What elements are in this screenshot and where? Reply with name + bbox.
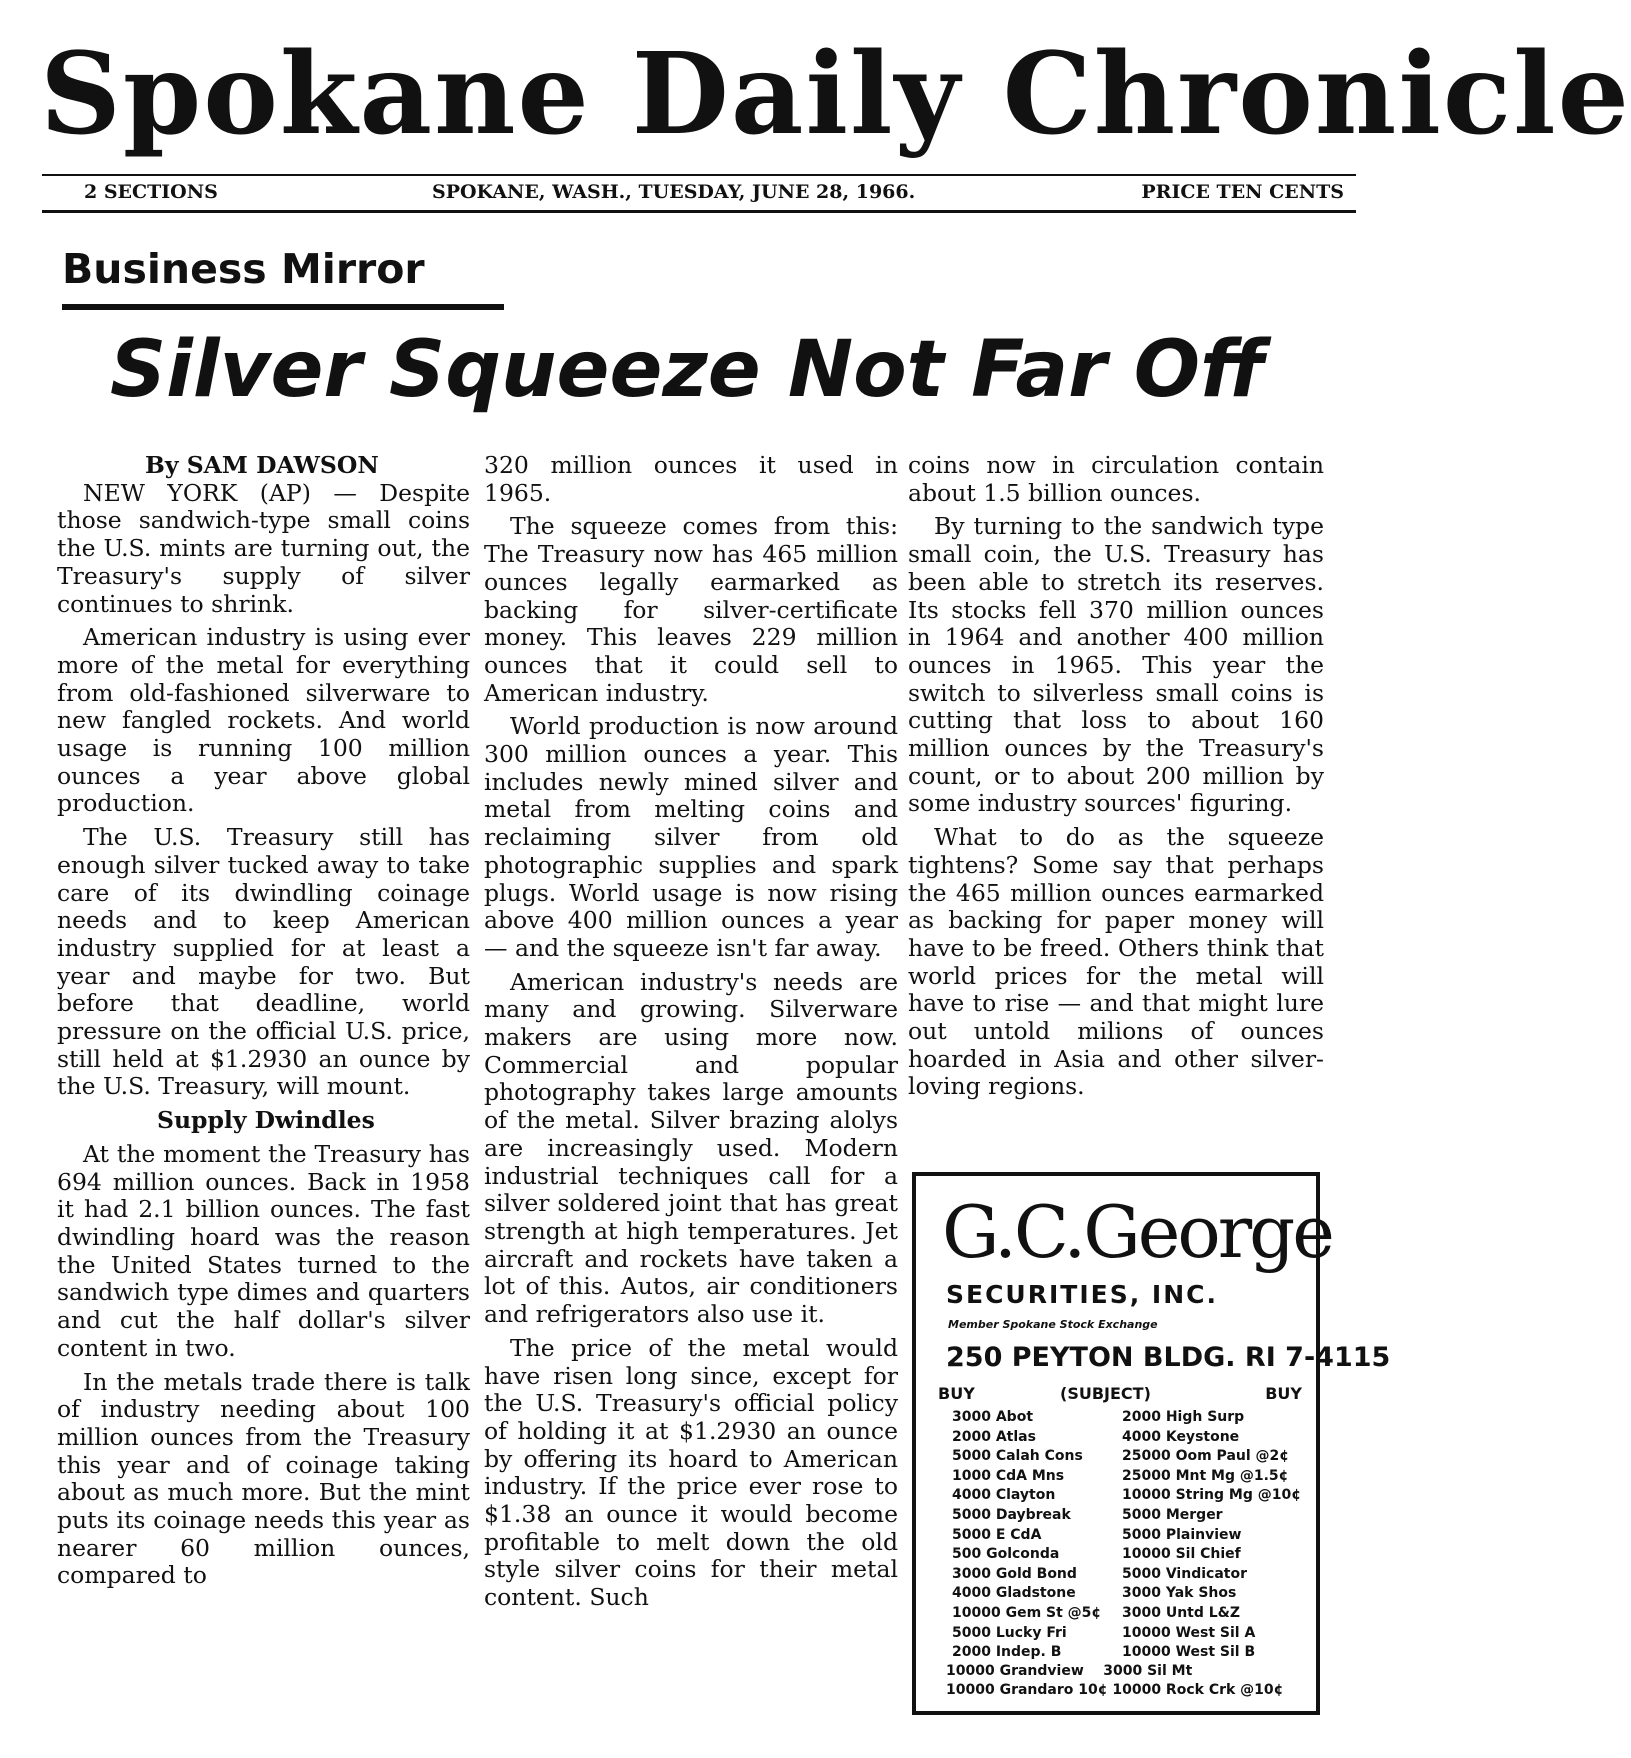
ad-stock-item: 5000 E CdA xyxy=(952,1526,1042,1543)
ad-footer-listings xyxy=(946,1662,1283,1700)
ad-stock-item: 4000 Clayton xyxy=(952,1487,1056,1504)
ad-stock-item: 10000 West Sil B xyxy=(1122,1644,1256,1661)
ad-stock-item: 1000 CdA Mns xyxy=(952,1467,1065,1484)
article-column-2 xyxy=(484,452,898,1618)
article-paragraph: What to do as the squeeze tightens? Some say that perhaps the 465 million ounces earmarked as backing for paper money will have to be freed. Others think that world prices for the metal will have to rise — and that might lure out untold milions of ounces hoarded in Asia and other silver-loving regions. xyxy=(908,823,1324,1101)
article-paragraph: World production is now around 300 million ounces a year. This includes newly mined silver and metal from melting coins and reclaiming silver from old photographic supplies and spark plugs. World usage is now rising above 400 million ounces a year — and the squeeze isn't far away. xyxy=(484,712,898,962)
byline: By SAM DAWSON xyxy=(145,451,379,479)
ad-stock-item: 3000 Untd L&Z xyxy=(1122,1604,1241,1621)
securities-advertisement xyxy=(912,1172,1391,1715)
issue-price: PRICE TEN CENTS xyxy=(1141,181,1344,203)
article-paragraph: NEW YORK (AP) — Despite those sandwich-type small coins the U.S. mints are turning out, the Treasury's supply of silver continues to shrink. xyxy=(57,478,470,618)
ad-stock-item: 5000 Daybreak xyxy=(952,1506,1071,1523)
sections-count: 2 SECTIONS xyxy=(84,181,218,203)
ad-stock-list-left xyxy=(952,1408,1101,1663)
ad-stock-item: 25000 Oom Paul @2¢ xyxy=(1122,1448,1290,1465)
article-paragraph: By turning to the sandwich type small coin, the U.S. Treasury has been able to stretch its reserves. Its stocks fell 370 million ounces in 1964 and another 400 million ounces in 1965. This year the switch to silverless small coins is cutting that loss to about 160 million ounces by the Treasury's count, or to about 200 million by some industry sources' figuring. xyxy=(908,512,1324,818)
article-paragraph: At the moment the Treasury has 694 million ounces. Back in 1958 it had 2.1 billion ounces. The fast dwindling hoard was the reason the United States turned to the sandwich type dimes and quarters and cut the half dollar's silver content in two. xyxy=(57,1139,470,1362)
ad-stock-item: 4000 Gladstone xyxy=(952,1585,1076,1602)
ad-stock-item: 10000 String Mg @10¢ xyxy=(1122,1487,1301,1504)
ad-footer-row: 10000 Grandview 3000 Sil Mt xyxy=(946,1663,1193,1679)
ad-header-buy-right: BUY xyxy=(1265,1384,1302,1403)
ad-stock-item: 3000 Abot xyxy=(952,1409,1034,1425)
ad-stock-item: 5000 Vindicator xyxy=(1122,1565,1247,1582)
article-paragraph: coins now in circulation contain about 1.5 billion ounces. xyxy=(908,451,1324,507)
ad-stock-item: 10000 West Sil A xyxy=(1122,1624,1256,1641)
ad-header-buy-left: BUY xyxy=(938,1384,975,1403)
ad-stock-item: 10000 Sil Chief xyxy=(1122,1546,1241,1563)
ad-header-subject: (SUBJECT) xyxy=(1060,1384,1151,1403)
ad-brand-logo: G.C.George xyxy=(942,1190,1332,1274)
article-column-1 xyxy=(57,452,470,1596)
article-headline: Silver Squeeze Not Far Off xyxy=(110,325,1265,415)
column-rule-divider xyxy=(62,304,504,310)
column-label: Business Mirror xyxy=(62,245,425,293)
ad-table-header xyxy=(938,1384,1302,1406)
ad-stock-item: 5000 Plainview xyxy=(1122,1526,1242,1543)
ad-stock-item: 4000 Keystone xyxy=(1122,1428,1240,1445)
ad-stock-item: 3000 Yak Shos xyxy=(1122,1585,1237,1602)
ad-stock-item: 3000 Gold Bond xyxy=(952,1565,1077,1582)
ad-stock-item: 2000 Atlas xyxy=(952,1428,1036,1445)
dateline-bar xyxy=(42,174,1356,213)
article-paragraph: American industry is using ever more of the metal for everything from old-fashioned silverware to new fangled rockets. And world usage is running 100 million ounces a year above global production. xyxy=(57,623,470,818)
ad-stock-item: 2000 Indep. B xyxy=(952,1644,1062,1661)
ad-stock-item: 5000 Calah Cons xyxy=(952,1448,1083,1465)
article-paragraph: The price of the metal would have risen long since, except for the U.S. Treasury's official policy of holding it at $1.2930 an ounce by offering its hoard to American industry. If the price ever rose to $1.38 an ounce it would become profitable to melt down the old style silver coins for their metal content. Such xyxy=(484,1333,898,1612)
article-paragraph: American industry's needs are many and growing. Silverware makers are using more now. Commercial and popular photography takes large amounts of the metal. Silver brazing alolys are increasingly used. Modern industrial techniques call for a silver soldered joint that has great strength at high temperatures. Jet aircraft and rockets have taken a lot of this. Autos, air conditioners and refrigerators also use it. xyxy=(484,967,898,1329)
ad-stock-list-right xyxy=(1122,1408,1301,1663)
ad-membership-note: Member Spokane Stock Exchange xyxy=(948,1318,1158,1331)
ad-stock-item: 5000 Merger xyxy=(1122,1506,1223,1523)
article-subhead: Supply Dwindles xyxy=(157,1106,375,1135)
ad-stock-item: 25000 Mnt Mg @1.5¢ xyxy=(1122,1467,1289,1484)
ad-stock-item: 500 Golconda xyxy=(952,1546,1060,1563)
article-paragraph: The squeeze comes from this: The Treasury now has 465 million ounces legally earmarked as backing for silver-certificate money. This leaves 229 million ounces that it could sell to American industry. xyxy=(484,512,898,707)
article-column-3 xyxy=(908,452,1324,1107)
article-paragraph: 320 million ounces it used in 1965. xyxy=(484,451,898,507)
ad-address-phone: 250 PEYTON BLDG. RI 7-4115 xyxy=(946,1342,1391,1373)
dateline: SPOKANE, WASH., TUESDAY, JUNE 28, 1966. xyxy=(432,181,916,203)
newspaper-masthead: Spokane Daily Chronicle xyxy=(40,29,1631,160)
article-paragraph: In the metals trade there is talk of industry needing about 100 million ounces from the Treasury this year and of coinage taking about as much more. But the mint puts its coinage needs this year as nearer 60 million ounces, compared to xyxy=(57,1367,470,1590)
ad-company-subtitle: SECURITIES, INC. xyxy=(946,1280,1218,1309)
ad-footer-row: 10000 Grandaro 10¢ 10000 Rock Crk @10¢ xyxy=(946,1682,1284,1698)
article-paragraph: The U.S. Treasury still has enough silver tucked away to take care of its dwindling coinage needs and to keep American industry supplied for at least a year and maybe for two. But before that deadline, world pressure on the official U.S. price, still held at $1.2930 an ounce by the U.S. Treasury, will mount. xyxy=(57,823,470,1101)
ad-stock-item: 2000 High Surp xyxy=(1122,1409,1245,1425)
ad-stock-item: 10000 Gem St @5¢ xyxy=(952,1604,1102,1621)
ad-stock-item: 5000 Lucky Fri xyxy=(952,1624,1067,1641)
